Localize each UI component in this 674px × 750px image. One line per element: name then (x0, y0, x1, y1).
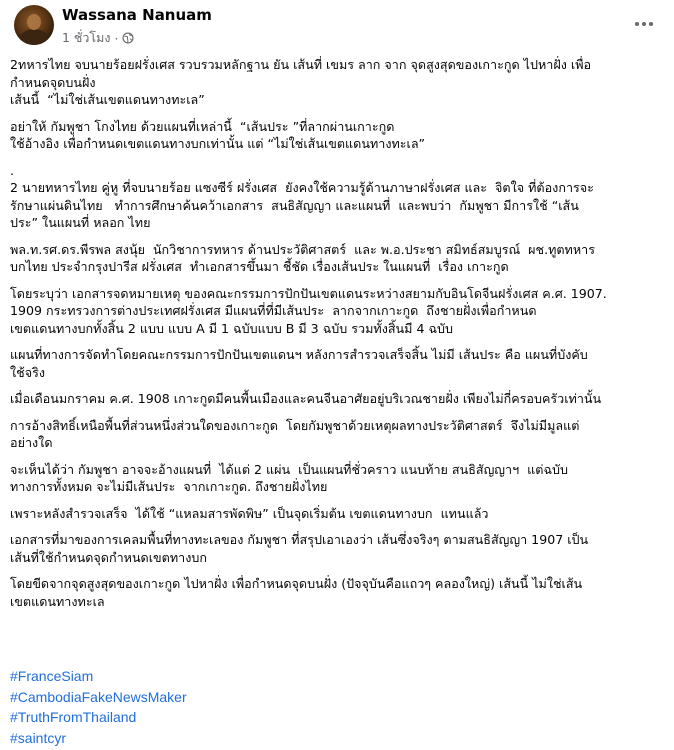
post-paragraph: เอกสารที่มาของการเคลมพื้นที่ทางทะเลของ กัมพูชา ที่สรุปเอาเองว่า เส้นซึ่งจริงๆ ตามสนธิสัญญา 1907 เป็น เส้นที่ใช้กำหนดจุดกำหนดเขตทางบก (10, 532, 589, 565)
post-body (10, 56, 666, 610)
post-timestamp[interactable]: 1 ชั่วโมง (62, 30, 111, 45)
post-paragraph: แผนที่ทางการจัดทำโดยคณะกรรมการปักปันเขตแดนฯ หลังการสำรวจเสร็จสิ้น ไม่มี เส้นประ คือ แผนที่บังคับ ใช้จริง (10, 347, 588, 380)
post-header (0, 0, 674, 52)
post-paragraph: การอ้างสิทธิ์เหนือพื้นที่ส่วนหนึ่งส่วนใดของเกาะกูด โดยกัมพูชาด้วยเหตุผลทางประวัติศาสตร์ จึงไม่มีมูลแต่ อย่างใด (10, 417, 580, 450)
more-options-button[interactable] (628, 8, 660, 40)
avatar-figure-body (20, 29, 48, 45)
author-name[interactable]: Wassana Nanuam (62, 6, 212, 24)
post-paragraph: โดยระบุว่า เอกสารจดหมายเหตุ ของคณะกรรมการปักปันเขตแดนระหว่างสยามกับอินโดจีนฝรั่งเศส ค.ศ. 1907. 1909 กระทรวงการต่างประเทศฝรั่งเศส มีแผนที่ที่มีเส้นประ ลากจากเกาะกูด ถึงชายฝั่งเพื่อกำหนด เขตแดนทางบกทั้งสิ้น 2 แบบ แบบ A มี 1 ฉบับแบบ B มี 3 ฉบับ รวมทั้งสิ้นมี 4 ฉบับ (10, 285, 607, 336)
more-dot (649, 22, 653, 26)
avatar[interactable] (14, 5, 54, 45)
post-meta (62, 28, 134, 48)
post-paragraph: เมื่อเดือนมกราคม ค.ศ. 1908 เกาะกูดมีคนพื้นเมืองและคนจีนอาศัยอยู่บริเวณชายฝั่ง เพียงไม่กี่ครอบครัวเท่านั้น (10, 391, 602, 406)
globe-icon[interactable] (122, 32, 134, 44)
hashtag-link[interactable]: #FranceSiam (10, 668, 94, 684)
more-dot (642, 22, 646, 26)
post-paragraph: เพราะหลังสำรวจเสร็จ ได้ใช้ “แหลมสารพัดพิษ” เป็นจุดเริ่มต้น เขตแดนทางบก แทนแล้ว (10, 505, 489, 521)
post-paragraph: จะเห็นได้ว่า กัมพูชา อาจจะอ้างแผนที่ ได้แต่ 2 แผ่น เป็นแผนที่ชั่วคราว แนบท้าย สนธิสัญญาฯ แต่ฉบับ ทางการทั้งหมด จะไม่มีเส้นประ จากเกาะกูด. ถึงชายฝั่งไทย (10, 461, 569, 494)
avatar-figure-face (27, 14, 41, 30)
hashtag-link[interactable]: #saintcyr (10, 729, 67, 746)
hashtag-list (10, 666, 187, 748)
hashtag-link[interactable]: #CambodiaFakeNewsMaker (10, 688, 187, 705)
post-paragraph: 2ทหารไทย จบนายร้อยฝรั่งเศส รวบรวมหลักฐาน ยัน เส้นที่ เขมร ลาก จาก จุดสูงสุดของเกาะกูด ไปหาฝั่ง เพื่อ กำหนดจุดบนฝั่ง เส้นนี้ “ไม่ใช่เส้นเขตแดนทางทะเล” (10, 57, 592, 107)
more-dot (635, 22, 639, 26)
post-paragraph: . 2 นายทหารไทย คู่หู ที่จบนายร้อย แซงซีร์ ฝรั่งเศส ยังคงใช้ความรู้ด้านภาษาฝรั่งเศส และ จิตใจ ที่ต้องการจะ รักษาแผ่นดินไทย ทำการศึกษาค้นคว้าเอกสาร สนธิสัญญา และแผนที่ และพบว่า กัมพูชา มีการใช้ “เส้น ประ” ในแผนที่ หลอก ไทย (10, 162, 594, 230)
hashtag-link[interactable]: #TruthFromThailand (10, 709, 137, 725)
post-paragraph: โดยขีดจากจุดสูงสุดของเกาะกูด ไปหาฝั่ง เพื่อกำหนดจุดบนฝั่ง (ปัจจุบันคือแถวๆ คลองใหญ่) เส้นนี้ ไม่ใช่เส้น เขตแดนทางทะเล (10, 576, 583, 609)
post-paragraph: อย่าให้ กัมพูชา โกงไทย ด้วยแผนที่เหล่านี้ “เส้นประ ”ที่ลากผ่านเกาะกูด ใช้อ้างอิง เพื่อกำหนดเขตแดนทางบกเท่านั้น แต่ “ไม่ใช่เส้นเขตแดนทางทะเล” (10, 118, 426, 151)
post-paragraph: พล.ท.รศ.ดร.พีรพล สงนุ้ย นักวิชาการทหาร ด้านประวัติศาสตร์ และ พ.อ.ประชา สมิทธ์สมบูรณ์ ผช.ทูตทหาร บกไทย ประจำกรุงปารีส ฝรั่งเศส ทำเอกสารขึ้นมา ชี้ชัด เรื่องเส้นประ ในแผนที่ เรื่อง เกาะกูด (10, 241, 595, 274)
meta-separator: · (114, 30, 119, 46)
